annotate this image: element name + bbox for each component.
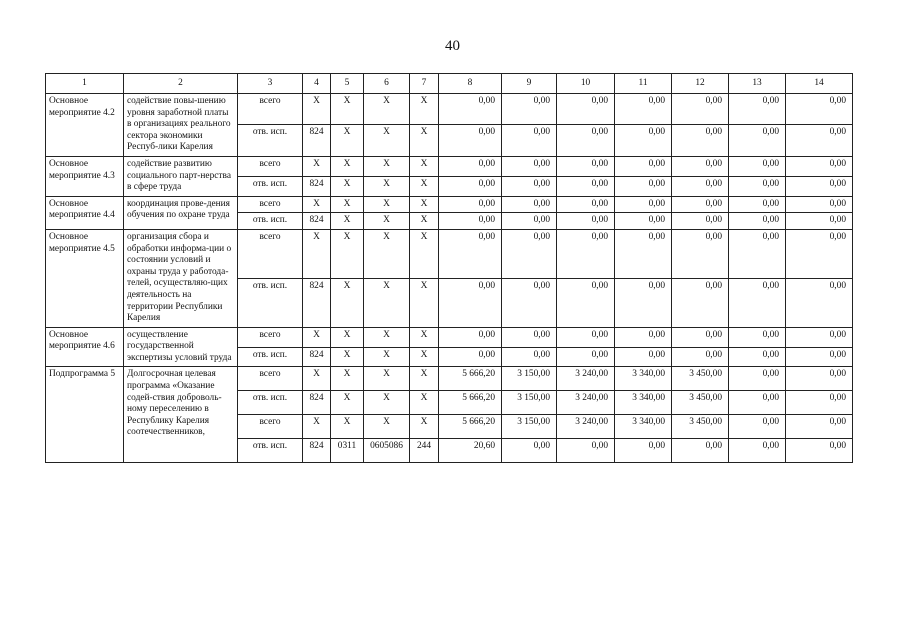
amount-cell: 0,00 (786, 176, 853, 196)
budget-code-cell: X (331, 213, 364, 230)
amount-cell: 5 666,20 (439, 391, 502, 415)
amount-cell: 0,00 (502, 196, 557, 213)
activity-description: содействие развитию социального парт-нерства в сфере труда (124, 156, 238, 196)
amount-cell: 3 240,00 (557, 391, 615, 415)
activity-description: Долгосрочная целевая программа «Оказание содей-ствия доброволь-ному переселению в Республику Карелия соотечественников, (124, 367, 238, 463)
amount-cell: 0,00 (439, 176, 502, 196)
budget-code-cell: X (364, 415, 410, 439)
amount-cell: 0,00 (615, 347, 672, 367)
column-header: 9 (502, 74, 557, 94)
budget-code-cell: X (364, 229, 410, 278)
funding-type-cell: отв. исп. (238, 125, 303, 156)
budget-code-cell: X (331, 125, 364, 156)
amount-cell: 0,00 (672, 347, 729, 367)
budget-code-cell: X (331, 391, 364, 415)
amount-cell: 0,00 (557, 125, 615, 156)
amount-cell: 0,00 (557, 327, 615, 347)
budget-code-cell: X (331, 156, 364, 176)
amount-cell: 0,00 (502, 176, 557, 196)
amount-cell: 0,00 (786, 367, 853, 391)
table-row (46, 196, 853, 213)
amount-cell: 3 150,00 (502, 367, 557, 391)
budget-code-cell: X (410, 94, 439, 125)
activity-description: осуществление государственной экспертизы условий труда (124, 327, 238, 367)
budget-code-cell: X (410, 213, 439, 230)
amount-cell: 0,00 (786, 94, 853, 125)
table-row (46, 327, 853, 347)
amount-cell: 0,00 (615, 176, 672, 196)
amount-cell: 0,00 (786, 327, 853, 347)
amount-cell: 0,00 (786, 439, 853, 463)
amount-cell: 0,00 (672, 94, 729, 125)
amount-cell: 0,00 (786, 347, 853, 367)
budget-code-cell: X (303, 229, 331, 278)
budget-code-cell: X (364, 125, 410, 156)
amount-cell: 0,00 (439, 327, 502, 347)
amount-cell: 0,00 (729, 94, 786, 125)
budget-code-cell: 824 (303, 347, 331, 367)
amount-cell: 0,00 (729, 367, 786, 391)
amount-cell: 0,00 (786, 156, 853, 176)
amount-cell: 0,00 (439, 278, 502, 327)
budget-code-cell: X (331, 278, 364, 327)
budget-code-cell: X (364, 327, 410, 347)
amount-cell: 0,00 (439, 125, 502, 156)
amount-cell: 0,00 (672, 213, 729, 230)
amount-cell: 0,00 (729, 347, 786, 367)
funding-type-cell: отв. исп. (238, 347, 303, 367)
budget-code-cell: X (331, 229, 364, 278)
amount-cell: 0,00 (615, 94, 672, 125)
budget-code-cell: X (410, 391, 439, 415)
amount-cell: 0,00 (439, 156, 502, 176)
budget-code-cell: X (331, 367, 364, 391)
amount-cell: 0,00 (502, 278, 557, 327)
column-header: 4 (303, 74, 331, 94)
amount-cell: 0,00 (439, 213, 502, 230)
budget-code-cell: X (410, 156, 439, 176)
budget-code-cell: X (303, 196, 331, 213)
column-header: 8 (439, 74, 502, 94)
column-header: 1 (46, 74, 124, 94)
page-number: 40 (445, 38, 460, 54)
amount-cell: 0,00 (729, 278, 786, 327)
budget-code-cell: X (410, 278, 439, 327)
amount-cell: 0,00 (557, 156, 615, 176)
amount-cell: 0,00 (502, 213, 557, 230)
amount-cell: 0,00 (672, 125, 729, 156)
amount-cell: 0,00 (557, 94, 615, 125)
amount-cell: 0,00 (439, 347, 502, 367)
amount-cell: 0,00 (615, 439, 672, 463)
activity-name: Основное мероприятие 4.3 (46, 156, 124, 196)
amount-cell: 0,00 (557, 196, 615, 213)
amount-cell: 0,00 (502, 156, 557, 176)
column-header: 14 (786, 74, 853, 94)
amount-cell: 3 150,00 (502, 391, 557, 415)
amount-cell: 0,00 (729, 196, 786, 213)
amount-cell: 0,00 (557, 213, 615, 230)
amount-cell: 0,00 (439, 94, 502, 125)
budget-code-cell: X (303, 367, 331, 391)
amount-cell: 0,00 (672, 176, 729, 196)
amount-cell: 0,00 (729, 213, 786, 230)
amount-cell: 0,00 (786, 229, 853, 278)
amount-cell: 0,00 (729, 415, 786, 439)
table-row (46, 94, 853, 125)
amount-cell: 0,00 (615, 156, 672, 176)
amount-cell: 0,00 (786, 125, 853, 156)
funding-type-cell: всего (238, 156, 303, 176)
amount-cell: 0,00 (439, 229, 502, 278)
budget-code-cell: 824 (303, 439, 331, 463)
amount-cell: 0,00 (615, 125, 672, 156)
budget-code-cell: X (331, 94, 364, 125)
amount-cell: 0,00 (786, 196, 853, 213)
budget-code-cell: X (410, 176, 439, 196)
column-header: 6 (364, 74, 410, 94)
amount-cell: 0,00 (786, 278, 853, 327)
budget-code-cell: X (331, 327, 364, 347)
amount-cell: 3 450,00 (672, 367, 729, 391)
budget-table (45, 73, 853, 463)
budget-code-cell: 824 (303, 213, 331, 230)
amount-cell: 0,00 (615, 229, 672, 278)
activity-name: Основное мероприятие 4.2 (46, 94, 124, 157)
funding-type-cell: всего (238, 367, 303, 391)
amount-cell: 3 240,00 (557, 415, 615, 439)
budget-code-cell: X (364, 213, 410, 230)
activity-name: Основное мероприятие 4.6 (46, 327, 124, 367)
budget-code-cell: X (303, 94, 331, 125)
budget-code-cell: 0605086 (364, 439, 410, 463)
funding-type-cell: всего (238, 94, 303, 125)
budget-code-cell: X (331, 347, 364, 367)
budget-code-cell: X (364, 367, 410, 391)
amount-cell: 0,00 (672, 278, 729, 327)
budget-code-cell: 824 (303, 278, 331, 327)
amount-cell: 5 666,20 (439, 367, 502, 391)
amount-cell: 0,00 (672, 196, 729, 213)
budget-code-cell: X (410, 415, 439, 439)
column-header: 12 (672, 74, 729, 94)
funding-type-cell: всего (238, 327, 303, 347)
amount-cell: 0,00 (729, 156, 786, 176)
activity-description: содействие повы-шению уровня заработной платы в организациях реального сектора экономики Респуб-лики Карелия (124, 94, 238, 157)
amount-cell: 0,00 (729, 327, 786, 347)
amount-cell: 0,00 (786, 391, 853, 415)
amount-cell: 0,00 (502, 94, 557, 125)
funding-type-cell: всего (238, 415, 303, 439)
budget-code-cell: 0311 (331, 439, 364, 463)
budget-code-cell: X (364, 94, 410, 125)
amount-cell: 0,00 (615, 213, 672, 230)
budget-code-cell: X (331, 176, 364, 196)
amount-cell: 3 340,00 (615, 367, 672, 391)
amount-cell: 0,00 (729, 439, 786, 463)
amount-cell: 3 150,00 (502, 415, 557, 439)
budget-code-cell: 824 (303, 391, 331, 415)
amount-cell: 3 240,00 (557, 367, 615, 391)
budget-code-cell: X (364, 278, 410, 327)
amount-cell: 0,00 (786, 415, 853, 439)
budget-code-cell: X (364, 156, 410, 176)
activity-name: Основное мероприятие 4.4 (46, 196, 124, 229)
funding-type-cell: отв. исп. (238, 278, 303, 327)
budget-code-cell: X (364, 196, 410, 213)
amount-cell: 5 666,20 (439, 415, 502, 439)
amount-cell: 3 450,00 (672, 415, 729, 439)
amount-cell: 0,00 (502, 229, 557, 278)
budget-code-cell: X (410, 196, 439, 213)
amount-cell: 0,00 (615, 327, 672, 347)
budget-code-cell: 244 (410, 439, 439, 463)
funding-type-cell: всего (238, 229, 303, 278)
budget-code-cell: X (364, 176, 410, 196)
amount-cell: 3 450,00 (672, 391, 729, 415)
amount-cell: 0,00 (502, 347, 557, 367)
amount-cell: 0,00 (615, 196, 672, 213)
budget-code-cell: X (410, 347, 439, 367)
funding-type-cell: отв. исп. (238, 439, 303, 463)
table-row (46, 229, 853, 278)
budget-code-cell: X (303, 415, 331, 439)
table-row (46, 367, 853, 391)
budget-code-cell: 824 (303, 176, 331, 196)
table-body (46, 74, 853, 463)
amount-cell: 0,00 (557, 229, 615, 278)
amount-cell: 0,00 (557, 347, 615, 367)
amount-cell: 0,00 (672, 439, 729, 463)
header-row (46, 74, 853, 94)
amount-cell: 3 340,00 (615, 415, 672, 439)
amount-cell: 0,00 (729, 229, 786, 278)
column-header: 5 (331, 74, 364, 94)
budget-code-cell: X (303, 156, 331, 176)
column-header: 7 (410, 74, 439, 94)
budget-code-cell: X (303, 327, 331, 347)
budget-code-cell: X (410, 125, 439, 156)
activity-description: координация прове-дения обучения по охране труда (124, 196, 238, 229)
column-header: 13 (729, 74, 786, 94)
amount-cell: 0,00 (557, 176, 615, 196)
funding-type-cell: всего (238, 196, 303, 213)
amount-cell: 0,00 (729, 176, 786, 196)
column-header: 11 (615, 74, 672, 94)
column-header: 3 (238, 74, 303, 94)
amount-cell: 0,00 (729, 391, 786, 415)
amount-cell: 0,00 (502, 439, 557, 463)
amount-cell: 0,00 (729, 125, 786, 156)
budget-code-cell: X (410, 229, 439, 278)
amount-cell: 3 340,00 (615, 391, 672, 415)
amount-cell: 0,00 (502, 327, 557, 347)
funding-type-cell: отв. исп. (238, 391, 303, 415)
budget-code-cell: X (364, 347, 410, 367)
budget-code-cell: X (410, 367, 439, 391)
budget-code-cell: X (331, 415, 364, 439)
activity-description: организация сбора и обработки информа-ции о состоянии условий и охраны труда у работода-телей, осуществляю-щих деятельность на территории Республики Карелия (124, 229, 238, 327)
amount-cell: 0,00 (672, 327, 729, 347)
amount-cell: 0,00 (502, 125, 557, 156)
activity-name: Основное мероприятие 4.5 (46, 229, 124, 327)
budget-code-cell: X (364, 391, 410, 415)
amount-cell: 0,00 (672, 229, 729, 278)
amount-cell: 20,60 (439, 439, 502, 463)
funding-type-cell: отв. исп. (238, 213, 303, 230)
amount-cell: 0,00 (557, 439, 615, 463)
amount-cell: 0,00 (557, 278, 615, 327)
activity-name: Подпрограмма 5 (46, 367, 124, 463)
column-header: 2 (124, 74, 238, 94)
table-row (46, 156, 853, 176)
budget-code-cell: 824 (303, 125, 331, 156)
funding-type-cell: отв. исп. (238, 176, 303, 196)
budget-code-cell: X (410, 327, 439, 347)
budget-code-cell: X (331, 196, 364, 213)
amount-cell: 0,00 (439, 196, 502, 213)
amount-cell: 0,00 (615, 278, 672, 327)
column-header: 10 (557, 74, 615, 94)
amount-cell: 0,00 (672, 156, 729, 176)
amount-cell: 0,00 (786, 213, 853, 230)
